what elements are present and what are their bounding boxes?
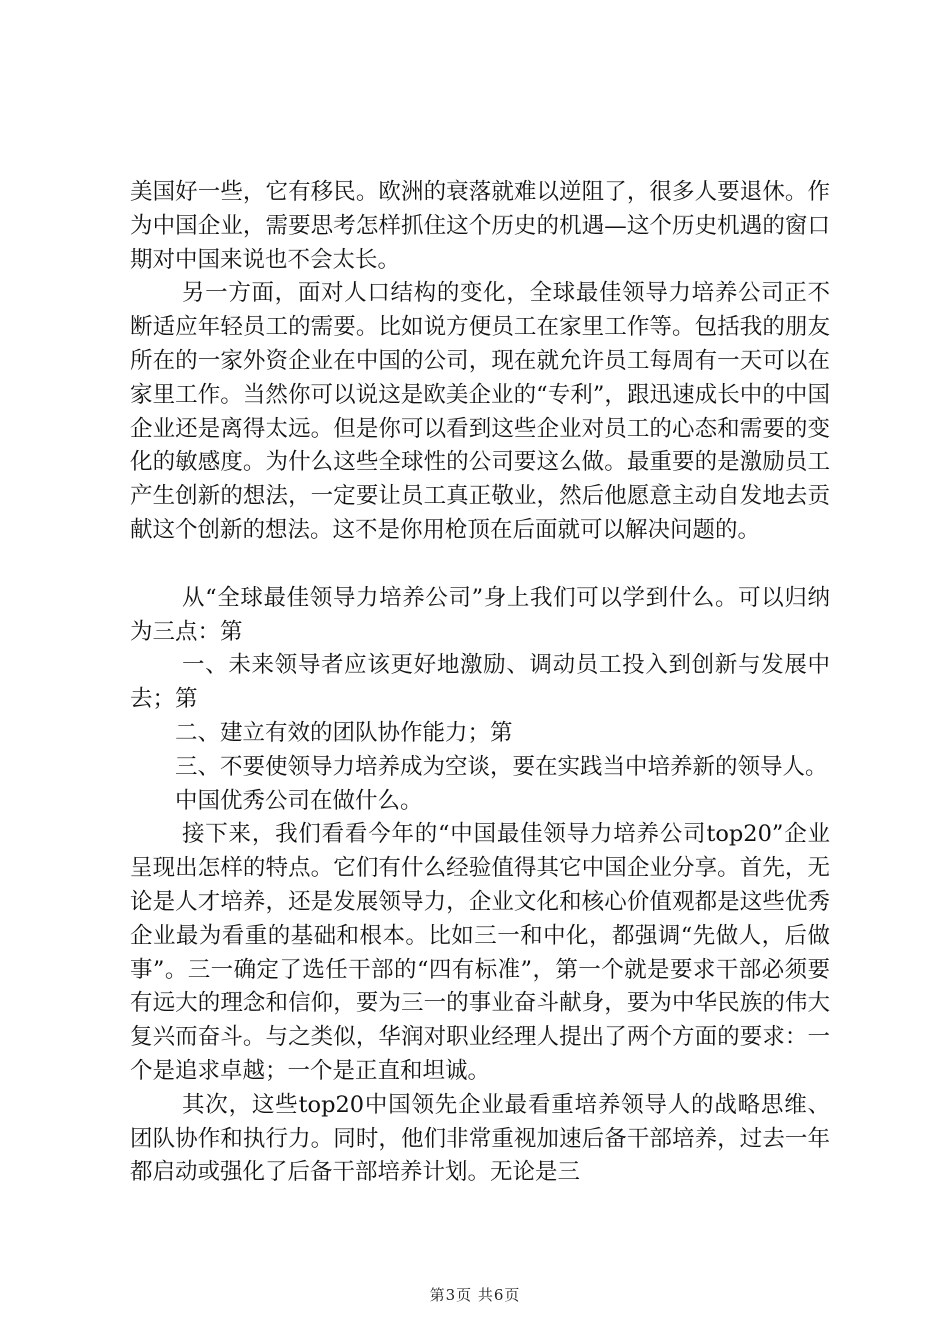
- paragraph-lesson-one: 一、未来领导者应该更好地激励、调动员工投入到创新与发展中去；第: [130, 652, 830, 713]
- section-heading-chinese-companies: 中国优秀公司在做什么。: [175, 787, 423, 814]
- paragraph-top20-strategy: 其次，这些top20中国领先企业最看重培养领导人的战略思维、团队协作和执行力。同时，他们非常重视加速后备干部培养，过去一年都启动或强化了后备干部培养计划。无论是三: [130, 1091, 830, 1186]
- paragraph-lesson-three: 三、不要使领导力培养成为空谈，要在实践当中培养新的领导人。: [175, 753, 828, 780]
- paragraph-gap: [130, 548, 830, 582]
- paragraph-top20-features: 接下来，我们看看今年的“中国最佳领导力培养公司top20”企业呈现出怎样的特点。它们有什么经验值得其它中国企业分享。首先，无论是人才培养，还是发展领导力，企业文化和核心价值观都是这些优秀企业最为看重的基础和根本。比如三一和中化，都强调“先做人，后做事”。三一确定了选任干部的“四有标准”，第一个就是要求干部必须要有远大的理念和信仰，要为三一的事业奋斗献身，要为中华民族的伟大复兴而奋斗。与之类似，华润对职业经理人提出了两个方面的要求：一个是追求卓越；一个是正直和坦诚。: [130, 821, 830, 1084]
- document-body: [130, 176, 830, 1190]
- page-footer: 第3页 共6页: [429, 1286, 521, 1304]
- paragraph-lesson-two: 二、建立有效的团队协作能力；第: [175, 719, 513, 746]
- paragraph-lessons-intro: 从“全球最佳领导力培养公司”身上我们可以学到什么。可以归纳为三点：第: [130, 584, 830, 645]
- paragraph-continuation: 美国好一些，它有移民。欧洲的衰落就难以逆阻了，很多人要退休。作为中国企业，需要思考怎样抓住这个历史的机遇—这个历史机遇的窗口期对中国来说也不会太长。: [130, 179, 830, 273]
- paragraph-young-employees: 另一方面，面对人口结构的变化，全球最佳领导力培养公司正不断适应年轻员工的需要。比如说方便员工在家里工作等。包括我的朋友所在的一家外资企业在中国的公司，现在就允许员工每周有一天可以在家里工作。当然你可以说这是欧美企业的“专利”，跟迅速成长中的中国企业还是离得太远。但是你可以看到这些企业对员工的心态和需要的变化的敏感度。为什么这些全球性的公司要这么做。最重要的是激励员工产生创新的想法，一定要让员工真正敬业，然后他愿意主动自发地去贡献这个创新的想法。这不是你用枪顶在后面就可以解决问题的。: [130, 280, 830, 543]
